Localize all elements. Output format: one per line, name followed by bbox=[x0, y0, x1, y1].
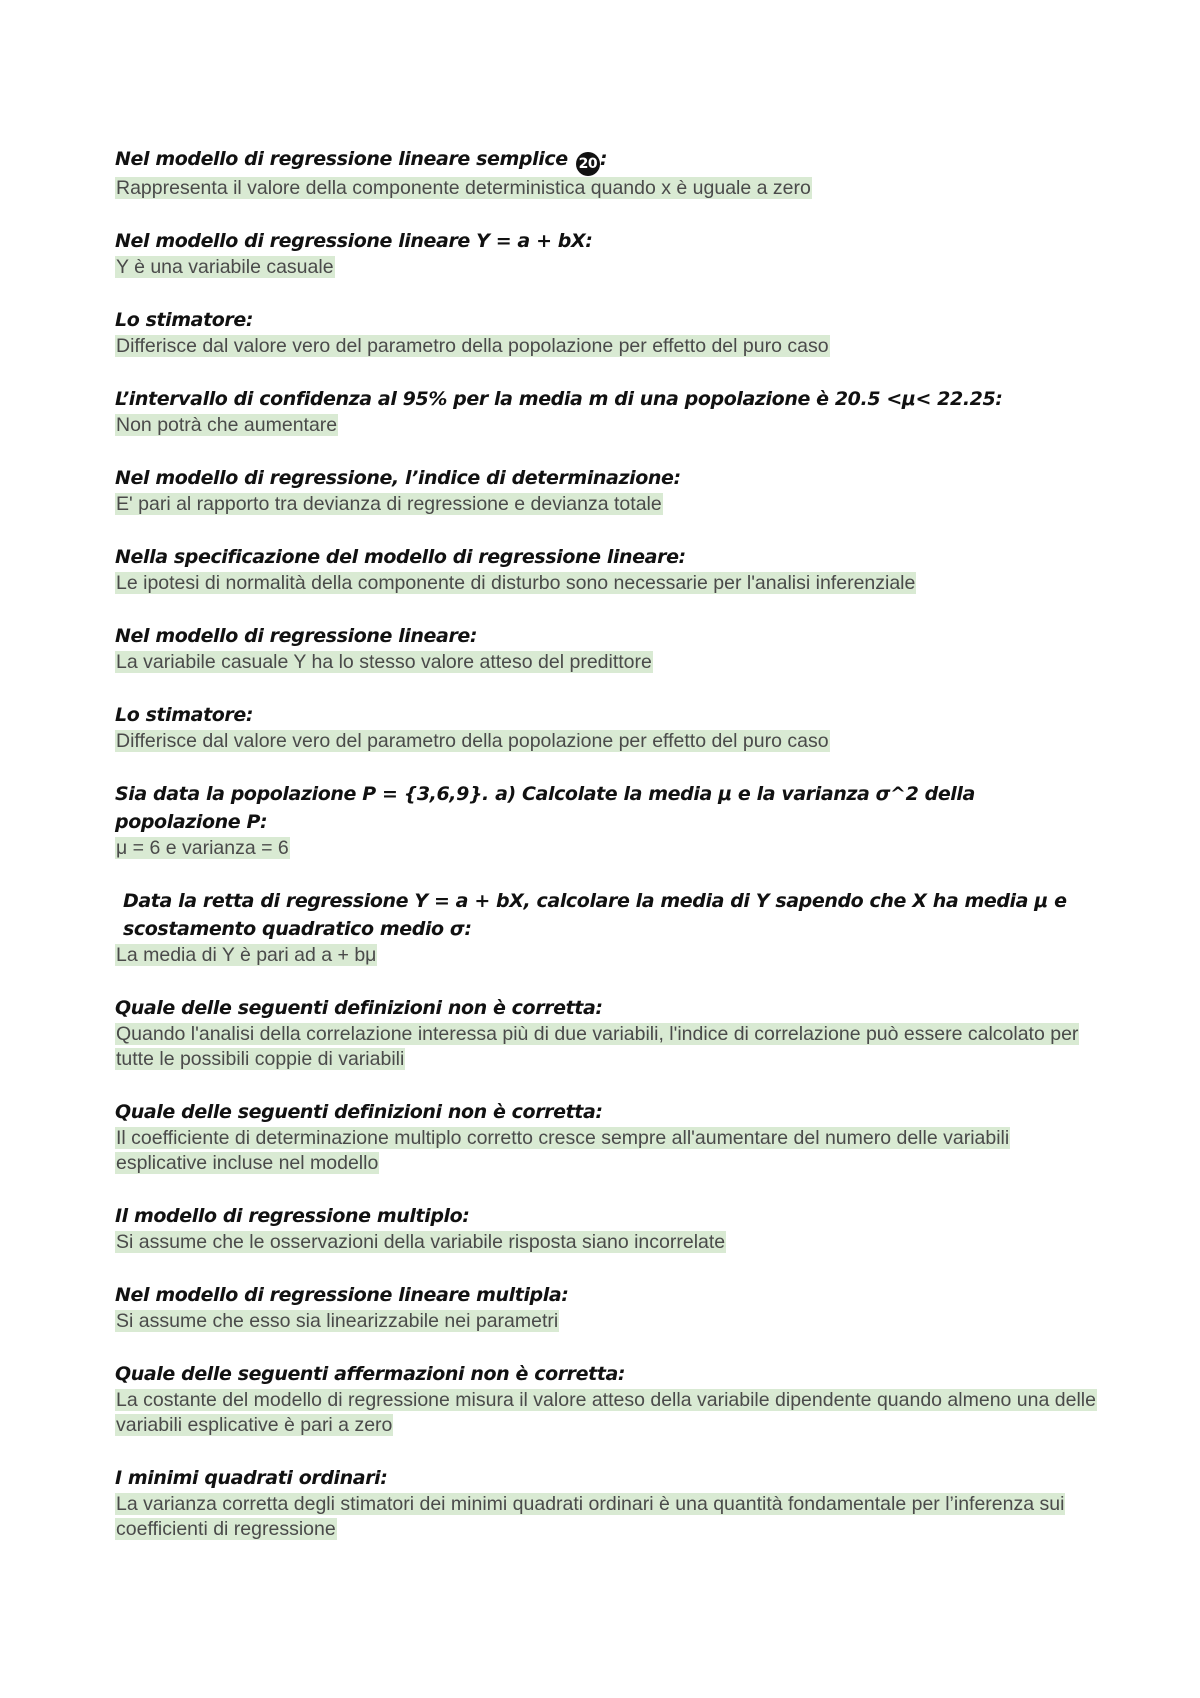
answer-text: μ = 6 e varianza = 6 bbox=[116, 837, 289, 859]
question-text: Nella specificazione del modello di regressione lineare: bbox=[115, 546, 686, 568]
qa-item bbox=[115, 701, 1105, 754]
qa-item bbox=[115, 887, 1105, 968]
answer-text: Differisce dal valore vero del parametro della popolazione per effetto del puro caso bbox=[116, 335, 829, 357]
answer-text: Il coefficiente di determinazione multiplo corretto cresce sempre all'aumentare del numero delle variabili esplicative incluse nel modello bbox=[116, 1127, 1010, 1174]
qa-item bbox=[115, 622, 1105, 675]
question-text: Quale delle seguenti definizioni non è corretta: bbox=[115, 997, 603, 1019]
answer-text: Si assume che esso sia linearizzabile nei parametri bbox=[116, 1310, 559, 1332]
qa-item bbox=[115, 780, 1105, 861]
question-text: Nel modello di regressione lineare Y = a + bX: bbox=[115, 230, 593, 252]
question-text: Lo stimatore: bbox=[115, 704, 254, 726]
qa-item bbox=[115, 994, 1105, 1072]
answer-text: Differisce dal valore vero del parametro della popolazione per effetto del puro caso bbox=[116, 730, 829, 752]
qa-item bbox=[115, 1360, 1105, 1438]
question-text: Quale delle seguenti affermazioni non è corretta: bbox=[115, 1363, 626, 1385]
answer-text: Quando l'analisi della correlazione interessa più di due variabili, l'indice di correlazione può essere calcolato per tutte le possibili coppie di variabili bbox=[116, 1023, 1079, 1070]
qa-item bbox=[115, 464, 1105, 517]
qa-item bbox=[115, 543, 1105, 596]
question-text: Quale delle seguenti definizioni non è corretta: bbox=[115, 1101, 603, 1123]
question-text: Nel modello di regressione lineare: bbox=[115, 625, 478, 647]
qa-item bbox=[115, 1098, 1105, 1176]
answer-text: La costante del modello di regressione misura il valore atteso della variabile dipendente quando almeno una delle variabili esplicative è pari a zero bbox=[116, 1389, 1096, 1436]
question-text: Lo stimatore: bbox=[115, 309, 254, 331]
answer-text: Y è una variabile casuale bbox=[116, 256, 334, 278]
answer-text: E' pari al rapporto tra devianza di regressione e devianza totale bbox=[116, 493, 662, 515]
question-text: Data la retta di regressione Y = a + bX, calcolare la media di Y sapendo che X ha media μ e scostamento quadratico medio σ: bbox=[123, 890, 1067, 940]
question-text: I minimi quadrati ordinari: bbox=[115, 1467, 388, 1489]
question-text: Sia data la popolazione P = {3,6,9}. a) Calcolate la media μ e la varianza σ^2 della popolazione P: bbox=[115, 783, 975, 833]
answer-text: Rappresenta il valore della componente deterministica quando x è uguale a zero bbox=[116, 177, 811, 199]
question-text: Nel modello di regressione lineare semplice 20 : bbox=[115, 145, 1105, 176]
answer-text: Le ipotesi di normalità della componente di disturbo sono necessarie per l'analisi inferenziale bbox=[116, 572, 916, 594]
answer-text: La varianza corretta degli stimatori dei minimi quadrati ordinari è una quantità fondamentale per l’inferenza sui coefficienti di regressione bbox=[116, 1493, 1065, 1540]
qa-item bbox=[115, 145, 1105, 201]
answer-text: Si assume che le osservazioni della variabile risposta siano incorrelate bbox=[116, 1231, 726, 1253]
qa-item bbox=[115, 385, 1105, 438]
circled-number-badge: 20 bbox=[576, 152, 600, 176]
qa-item bbox=[115, 227, 1105, 280]
question-text: Il modello di regressione multiplo: bbox=[115, 1205, 470, 1227]
question-text: Nel modello di regressione, l’indice di determinazione: bbox=[115, 467, 681, 489]
qa-item bbox=[115, 1281, 1105, 1334]
qa-list bbox=[115, 145, 1105, 1568]
answer-text: La media di Y è pari ad a + bμ bbox=[116, 944, 377, 966]
question-text: Nel modello di regressione lineare multipla: bbox=[115, 1284, 569, 1306]
qa-item bbox=[115, 306, 1105, 359]
question-text: L’intervallo di confidenza al 95% per la media m di una popolazione è 20.5 <μ< 22.25: bbox=[115, 388, 1003, 410]
qa-item bbox=[115, 1202, 1105, 1255]
answer-text: Non potrà che aumentare bbox=[116, 414, 338, 436]
answer-text: La variabile casuale Y ha lo stesso valore atteso del predittore bbox=[116, 651, 652, 673]
qa-item bbox=[115, 1464, 1105, 1542]
